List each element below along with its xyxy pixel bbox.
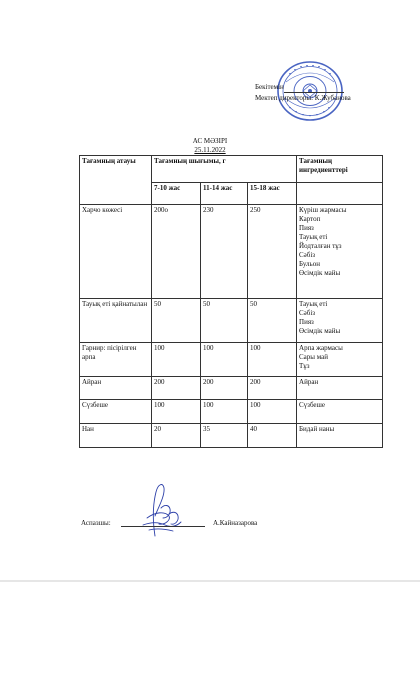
ingredient: Тауық еті bbox=[299, 233, 328, 241]
header-ingredients: Тағамның ингредиенттері bbox=[297, 156, 383, 183]
ingredient: Пияз bbox=[299, 224, 314, 232]
output-15-18: 40 bbox=[248, 424, 297, 448]
ingredients-cell bbox=[297, 299, 383, 343]
dish-name: Гарнир: пісірілген арпа bbox=[80, 343, 152, 377]
header-age-15-18: 15-18 жас bbox=[248, 183, 297, 205]
ingredients-cell bbox=[297, 343, 383, 377]
dish-name: Айран bbox=[80, 377, 152, 400]
ingredient: Тауық еті bbox=[299, 300, 328, 308]
ingredient: Арпа жармасы bbox=[299, 344, 343, 352]
header-age-7-10: 7-10 жас bbox=[152, 183, 201, 205]
ingredient: Сәбіз bbox=[299, 309, 316, 317]
ingredient: Өсімдік майы bbox=[299, 269, 341, 277]
page-edge-divider bbox=[0, 580, 420, 582]
output-15-18: 100 bbox=[248, 400, 297, 424]
header-dish-output: Тағамның шығымы, г bbox=[152, 156, 297, 183]
table-row bbox=[80, 299, 383, 343]
header-dish-name: Тағамның атауы bbox=[80, 156, 152, 205]
dish-name: Нан bbox=[80, 424, 152, 448]
ingredient: Йодталған тұз bbox=[299, 242, 342, 250]
output-11-14: 230 bbox=[201, 205, 248, 299]
header-blank-cell bbox=[297, 183, 383, 205]
ingredient: Бидай наны bbox=[299, 425, 335, 433]
cook-label: Аспазшы: bbox=[81, 519, 111, 527]
ingredient: Пияз bbox=[299, 318, 314, 326]
signature-icon bbox=[125, 478, 195, 540]
output-15-18: 200 bbox=[248, 377, 297, 400]
output-11-14: 100 bbox=[201, 400, 248, 424]
ingredients-cell bbox=[297, 377, 383, 400]
output-15-18: 50 bbox=[248, 299, 297, 343]
output-7-10: 20 bbox=[152, 424, 201, 448]
output-11-14: 200 bbox=[201, 377, 248, 400]
ingredient: Сары май bbox=[299, 353, 328, 361]
table-row bbox=[80, 205, 383, 299]
header-age-11-14: 11-14 жас bbox=[201, 183, 248, 205]
dish-name: Тауық еті қайнатылан bbox=[80, 299, 152, 343]
director-line: Мектеп директоры: К.Жубанова bbox=[255, 94, 351, 102]
dish-name: Харчо көжесі bbox=[80, 205, 152, 299]
output-15-18: 250 bbox=[248, 205, 297, 299]
dish-name: Сүзбеше bbox=[80, 400, 152, 424]
ingredients-cell bbox=[297, 205, 383, 299]
menu-table bbox=[79, 155, 383, 448]
approved-label: Бекітемін bbox=[255, 83, 284, 91]
ingredient: Өсімдік майы bbox=[299, 327, 341, 335]
ingredient: Сүзбеше bbox=[299, 401, 326, 409]
approval-signature-line bbox=[284, 85, 344, 93]
table-row bbox=[80, 424, 383, 448]
output-11-14: 50 bbox=[201, 299, 248, 343]
ingredient: Тұз bbox=[299, 362, 310, 370]
page-title: АС МӘЗІРІ bbox=[192, 137, 228, 145]
ingredient: Сәбіз bbox=[299, 251, 316, 259]
output-15-18: 100 bbox=[248, 343, 297, 377]
output-7-10: 200о bbox=[152, 205, 201, 299]
approval-block bbox=[255, 82, 351, 104]
cook-name: А.Кайназарова bbox=[213, 519, 258, 527]
output-11-14: 100 bbox=[201, 343, 248, 377]
ingredient: Күріш жармасы bbox=[299, 206, 347, 214]
output-7-10: 200 bbox=[152, 377, 201, 400]
output-7-10: 100 bbox=[152, 343, 201, 377]
ingredient: Бульон bbox=[299, 260, 320, 268]
table-row bbox=[80, 377, 383, 400]
output-11-14: 35 bbox=[201, 424, 248, 448]
ingredients-cell bbox=[297, 424, 383, 448]
table-row bbox=[80, 343, 383, 377]
output-7-10: 100 bbox=[152, 400, 201, 424]
ingredient: Картоп bbox=[299, 215, 321, 223]
ingredient: Айран bbox=[299, 378, 319, 386]
menu-date: 25.11.2022 bbox=[194, 146, 226, 154]
ingredients-cell bbox=[297, 400, 383, 424]
table-row bbox=[80, 400, 383, 424]
cook-signature-line bbox=[121, 526, 205, 527]
output-7-10: 50 bbox=[152, 299, 201, 343]
